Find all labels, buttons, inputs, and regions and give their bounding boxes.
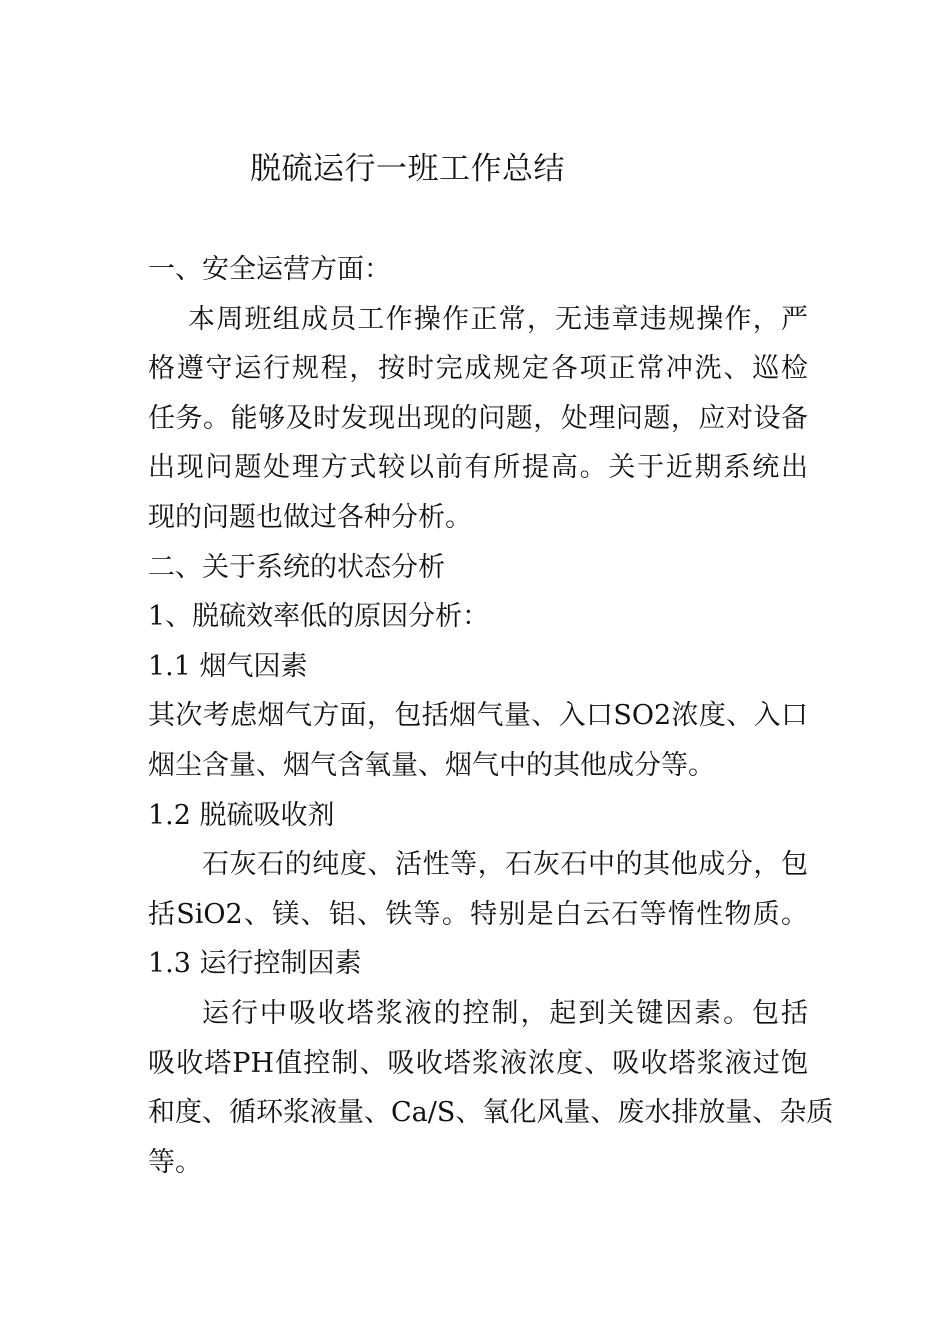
paragraph-line: 石灰石的纯度、活性等，石灰石中的其他成分，包 — [202, 849, 808, 881]
paragraph-line: 运行中吸收塔浆液的控制，起到关键因素。包括 — [202, 997, 808, 1029]
subsection-heading-operation-control: 1.3 运行控制因素 — [148, 948, 362, 980]
document-title: 脱硫运行一班工作总结 — [250, 151, 565, 187]
paragraph-line: 出现问题处理方式较以前有所提高。关于近期系统出 — [148, 452, 808, 484]
paragraph-line: 和度、循环浆液量、Ca/S、氧化风量、废水排放量、杂质 — [148, 1097, 834, 1129]
document-body — [148, 245, 834, 1187]
subsection-heading-efficiency: 1、脱硫效率低的原因分析： — [148, 601, 490, 633]
paragraph-line: 等。 — [148, 1146, 202, 1178]
paragraph-line: 吸收塔PH值控制、吸收塔浆液浓度、吸收塔浆液过饱 — [148, 1047, 808, 1079]
paragraph-line: 括SiO2、镁、铝、铁等。特别是白云石等惰性物质。 — [148, 898, 808, 930]
paragraph-line: 本周班组成员工作操作正常，无违章违规操作，严 — [188, 303, 808, 335]
paragraph-line: 其次考虑烟气方面，包括烟气量、入口SO2浓度、入口 — [148, 700, 808, 732]
paragraph-line: 任务。能够及时发现出现的问题，处理问题，应对设备 — [148, 402, 808, 434]
subsection-heading-flue-gas: 1.1 烟气因素 — [148, 650, 308, 682]
section-heading-system-analysis: 二、关于系统的状态分析 — [148, 551, 445, 583]
paragraph-line: 现的问题也做过各种分析。 — [148, 501, 472, 533]
paragraph-line: 烟尘含量、烟气含氧量、烟气中的其他成分等。 — [148, 749, 715, 781]
paragraph-line: 格遵守运行规程，按时完成规定各项正常冲洗、巡检 — [148, 353, 808, 385]
subsection-heading-absorbent: 1.2 脱硫吸收剂 — [148, 799, 335, 831]
section-heading-safety: 一、安全运营方面： — [148, 254, 391, 285]
